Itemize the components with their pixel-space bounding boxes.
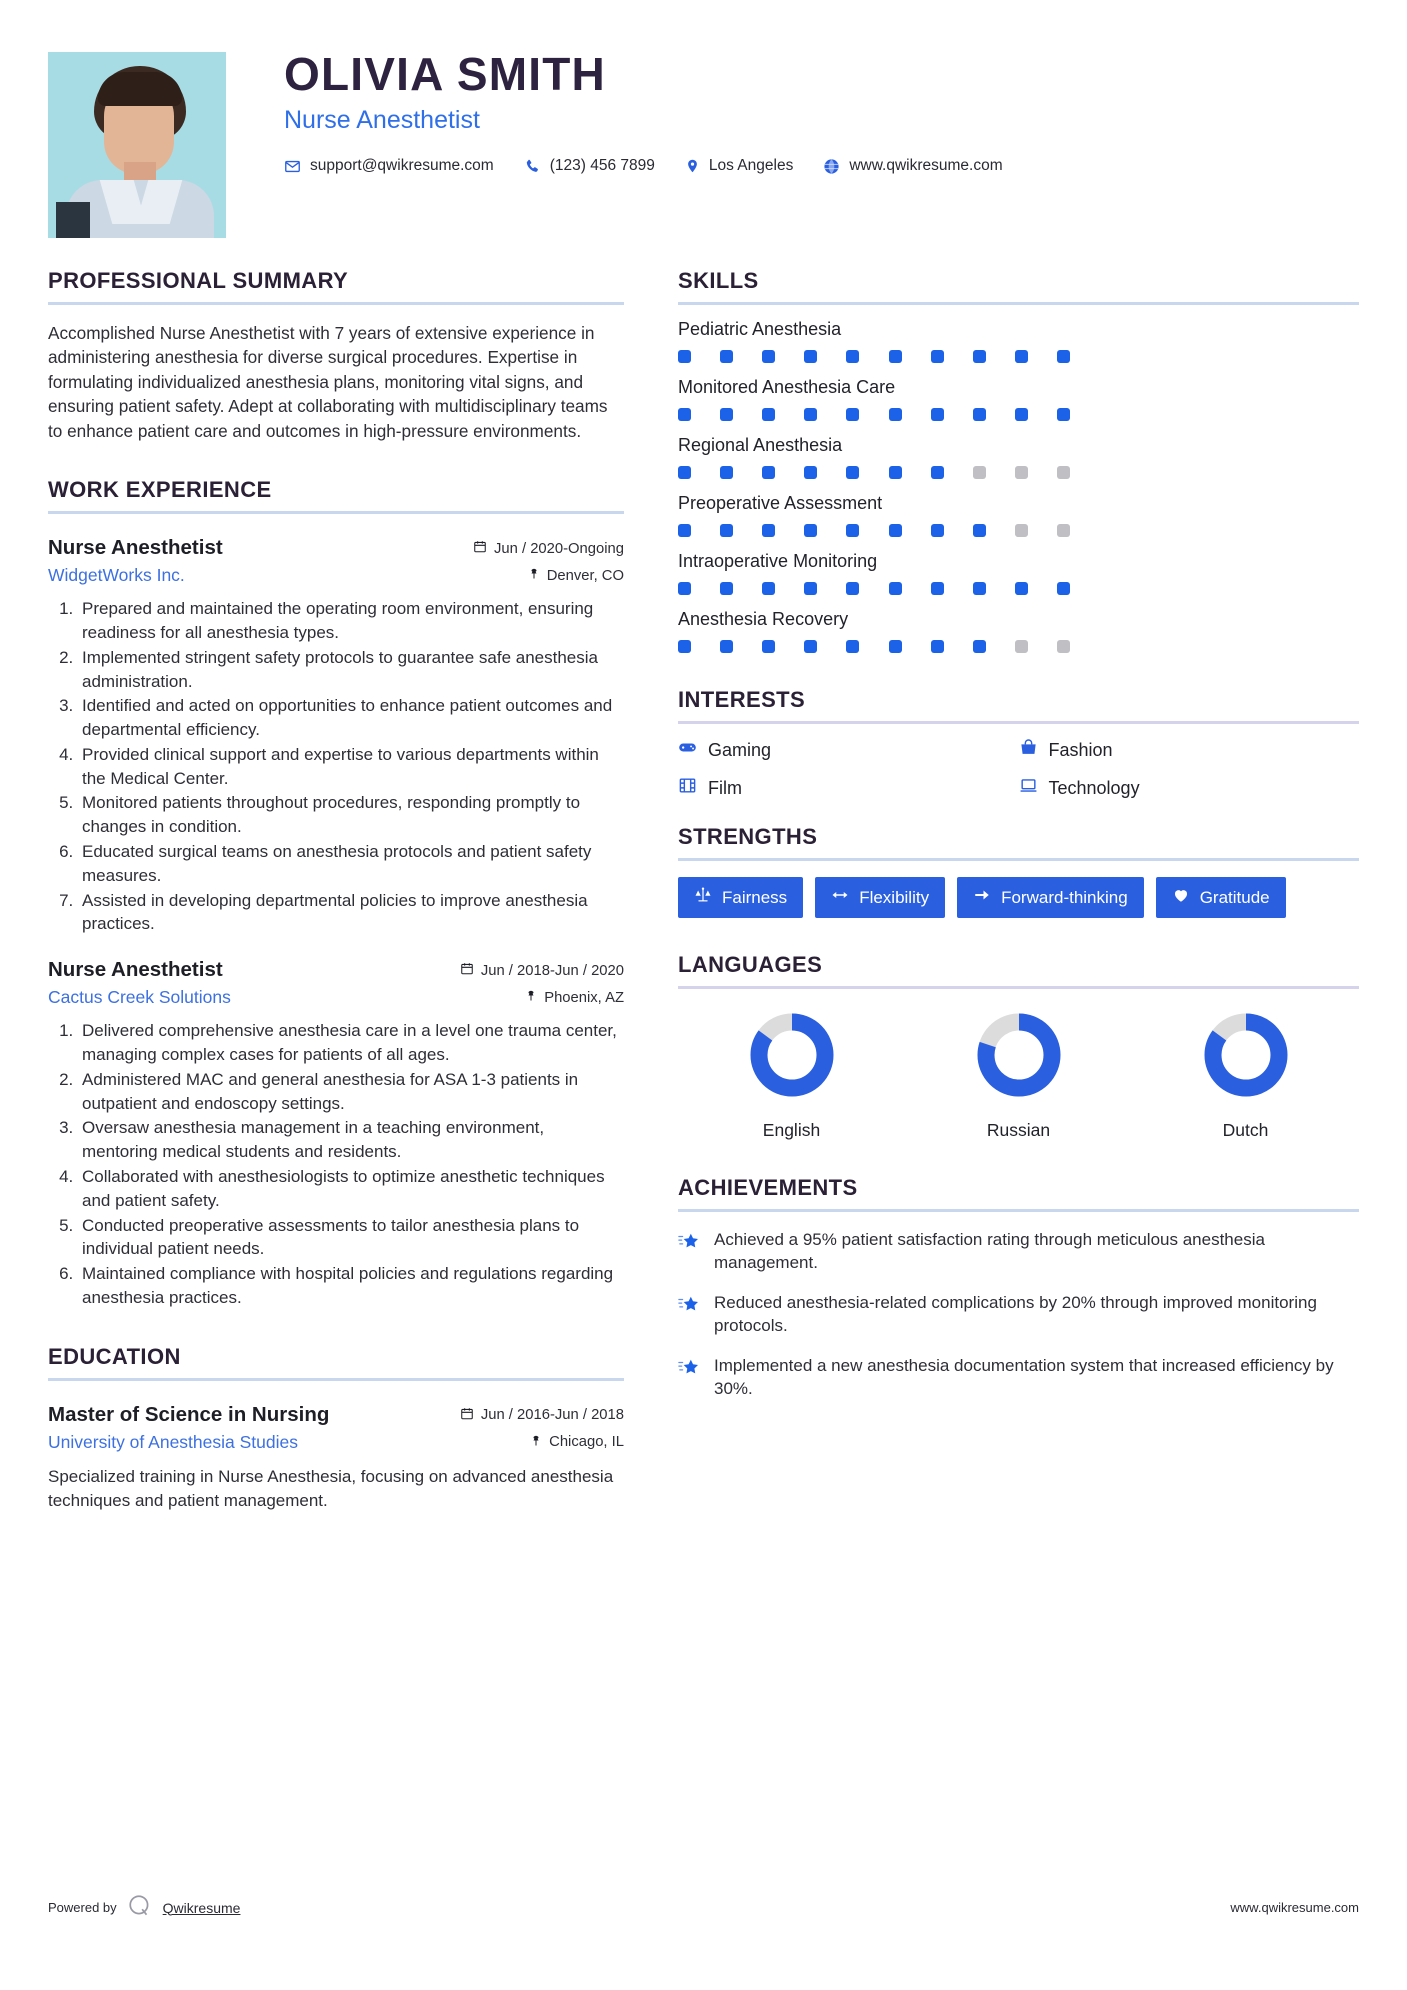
skill-dot	[846, 524, 859, 537]
entry-bullet-item: 3. Identified and acted on opportunities to enhance patient outcomes and departmental efficiency.	[78, 694, 624, 742]
skill-dot	[846, 408, 859, 421]
skill-dot	[889, 466, 902, 479]
entry-header-row	[48, 958, 624, 982]
skill-dot	[931, 640, 944, 653]
skill-dot	[889, 582, 902, 595]
work-entry-list	[48, 536, 624, 1310]
entry-bullet-item: 4. Collaborated with anesthesiologists to optimize anesthetic techniques and patient safety.	[78, 1165, 624, 1213]
entry-title: Nurse Anesthetist	[48, 536, 223, 560]
footer-brand-link[interactable]: Qwikresume	[162, 1899, 241, 1916]
entry-dates	[473, 539, 624, 558]
skill-dot	[804, 524, 817, 537]
skill-dot	[720, 640, 733, 653]
skill-dot	[678, 408, 691, 421]
calendar-icon	[460, 961, 474, 980]
identity-block	[226, 40, 1359, 175]
section-interests	[678, 687, 1359, 814]
skill-dot	[804, 408, 817, 421]
skill-dot	[762, 466, 775, 479]
entry-bullet-item: 1. Delivered comprehensive anesthesia care in a level one trauma center, managing complex cases for patients of all ages.	[78, 1019, 624, 1067]
left-column	[48, 268, 648, 1512]
entry-title: Master of Science in Nursing	[48, 1402, 330, 1426]
skill-dot	[678, 582, 691, 595]
skill-dot	[973, 524, 986, 537]
section-work-experience	[48, 477, 624, 1310]
interest-item	[678, 776, 1019, 800]
interest-item	[1019, 738, 1360, 762]
entry-location-text: Phoenix, AZ	[544, 989, 624, 1006]
achievement-text: Achieved a 95% patient satisfaction rating through meticulous anesthesia management.	[714, 1230, 1265, 1273]
contact-website[interactable]	[823, 157, 1002, 175]
qwikresume-logo-icon	[127, 1893, 153, 1922]
skill-item	[678, 551, 1359, 595]
achievement-text: Implemented a new anesthesia documentation system that increased efficiency by 30%.	[714, 1355, 1334, 1399]
skill-dot	[762, 582, 775, 595]
skill-item	[678, 435, 1359, 479]
entry-organization[interactable]: WidgetWorks Inc.	[48, 565, 185, 586]
strength-label: Flexibility	[859, 887, 930, 907]
skill-dot	[846, 466, 859, 479]
skill-dot	[846, 640, 859, 653]
skill-item	[678, 377, 1359, 421]
strength-label: Fairness	[722, 887, 788, 907]
achievement-item	[678, 1228, 1359, 1275]
envelope-icon	[284, 158, 301, 175]
skill-rating	[678, 408, 1070, 421]
language-label: Dutch	[1222, 1120, 1269, 1140]
page-footer	[48, 1893, 1359, 1922]
skill-dot	[1057, 524, 1070, 537]
section-divider	[678, 1209, 1359, 1212]
skill-dot	[846, 350, 859, 363]
section-divider	[48, 511, 624, 514]
skill-dot	[1057, 640, 1070, 653]
language-label: English	[762, 1120, 821, 1140]
skill-dot	[931, 350, 944, 363]
skill-list	[678, 319, 1359, 653]
section-languages	[678, 952, 1359, 1141]
contact-location[interactable]	[685, 157, 793, 175]
entry-organization[interactable]: Cactus Creek Solutions	[48, 987, 231, 1008]
skill-dot	[762, 640, 775, 653]
resume-header	[48, 40, 1359, 238]
skill-dot	[804, 350, 817, 363]
map-pin-icon	[528, 566, 540, 585]
section-divider	[678, 986, 1359, 989]
skill-dot	[1015, 408, 1028, 421]
entry-title: Nurse Anesthetist	[48, 958, 223, 982]
skill-dot	[1015, 350, 1028, 363]
skill-dot	[720, 466, 733, 479]
skill-dot	[973, 466, 986, 479]
language-item	[905, 1009, 1132, 1141]
skill-dot	[1015, 582, 1028, 595]
education-entry-list	[48, 1403, 624, 1513]
interest-item	[678, 738, 1019, 762]
right-column	[648, 268, 1359, 1512]
skill-dot	[762, 408, 775, 421]
section-heading-interests: INTERESTS	[678, 687, 806, 712]
skill-rating	[678, 582, 1070, 595]
strength-label: Gratitude	[1199, 887, 1270, 907]
section-professional-summary	[48, 268, 624, 443]
entry-header-row	[48, 536, 624, 560]
skill-name: Pediatric Anesthesia	[678, 319, 842, 339]
scales-icon	[694, 886, 712, 909]
entry-bullet-item: 6. Educated surgical teams on anesthesia protocols and patient safety measures.	[78, 840, 624, 888]
interest-label: Film	[708, 777, 742, 798]
entry-bullet-item: 1. Prepared and maintained the operating room environment, ensuring readiness for all anesthesia types.	[78, 597, 624, 645]
skill-dot	[1057, 582, 1070, 595]
experience-entry	[48, 1403, 624, 1513]
entry-location	[530, 1433, 624, 1452]
skill-dot	[1015, 524, 1028, 537]
contact-email[interactable]	[284, 157, 494, 175]
avatar-hair-front	[98, 72, 182, 106]
skill-dot	[889, 350, 902, 363]
strength-badge	[957, 877, 1144, 918]
skill-name: Anesthesia Recovery	[678, 609, 849, 629]
skill-dot	[846, 582, 859, 595]
skill-dot	[720, 524, 733, 537]
star-badge-icon	[678, 1354, 700, 1384]
contact-email-value: support@qwikresume.com	[310, 157, 494, 175]
entry-subheader-row	[48, 1432, 624, 1453]
skill-dot	[720, 408, 733, 421]
arrow-right-icon	[973, 886, 991, 909]
skill-dot	[678, 350, 691, 363]
entry-location	[528, 566, 624, 585]
section-achievements	[678, 1175, 1359, 1401]
interest-list	[678, 738, 1359, 814]
entry-description: Specialized training in Nurse Anesthesia, focusing on advanced anesthesia techniques and patient management.	[48, 1466, 614, 1510]
entry-dates-text: Jun / 2020-Ongoing	[494, 540, 624, 557]
film-strip-icon	[678, 776, 697, 800]
summary-text: Accomplished Nurse Anesthetist with 7 years of extensive experience in administering anesthesia for diverse surgical procedures. Expertise in formulating individualized anesthesia plans, monitoring vital signs, and ensuring patient safety. Adept at collaborating with multidisciplinary teams to enhance patient care and outcomes in high-pressure environments.	[48, 323, 608, 441]
experience-entry	[48, 536, 624, 936]
skill-dot	[889, 408, 902, 421]
section-heading-summary: PROFESSIONAL SUMMARY	[48, 268, 349, 293]
section-divider	[678, 302, 1359, 305]
avatar	[48, 52, 226, 238]
handbag-icon	[1019, 738, 1038, 762]
entry-subheader-row	[48, 987, 624, 1008]
achievement-item	[678, 1354, 1359, 1401]
skill-dot	[931, 408, 944, 421]
contact-website-value: www.qwikresume.com	[849, 157, 1003, 175]
gamepad-icon	[678, 738, 697, 762]
content-columns	[48, 268, 1359, 1512]
skill-dot	[1015, 466, 1028, 479]
language-label: Russian	[986, 1120, 1051, 1140]
left-right-arrow-icon	[831, 886, 849, 909]
star-badge-icon	[678, 1228, 700, 1258]
skill-rating	[678, 640, 1070, 653]
entry-location-text: Chicago, IL	[549, 1434, 624, 1451]
achievement-list	[678, 1228, 1359, 1401]
entry-organization[interactable]: University of Anesthesia Studies	[48, 1431, 298, 1452]
entry-bullet-item: 2. Administered MAC and general anesthesia for ASA 1-3 patients in outpatient and endoscopy settings.	[78, 1068, 624, 1116]
heart-icon	[1172, 886, 1190, 909]
skill-rating	[678, 466, 1070, 479]
strength-label: Forward-thinking	[1001, 887, 1128, 907]
skill-dot	[804, 640, 817, 653]
section-heading-strengths: STRENGTHS	[678, 824, 818, 849]
skill-dot	[678, 466, 691, 479]
footer-powered-label: Powered by	[48, 1900, 117, 1915]
skill-rating	[678, 350, 1070, 363]
laptop-icon	[1019, 776, 1038, 800]
skill-dot	[973, 350, 986, 363]
skill-dot	[804, 582, 817, 595]
achievement-text: Reduced anesthesia-related complications by 20% through improved monitoring protocols.	[714, 1292, 1317, 1336]
strength-badge	[1156, 877, 1286, 918]
skill-dot	[678, 524, 691, 537]
calendar-icon	[460, 1406, 474, 1425]
skill-dot	[889, 524, 902, 537]
language-donut-chart	[973, 1009, 1065, 1106]
section-divider	[48, 302, 624, 305]
profile-photo-wrap	[48, 40, 226, 238]
page-title: OLIVIA SMITH	[284, 48, 606, 100]
skill-dot	[762, 350, 775, 363]
language-list	[678, 1009, 1359, 1141]
interest-label: Technology	[1048, 777, 1140, 798]
experience-entry	[48, 958, 624, 1310]
skill-dot	[1057, 408, 1070, 421]
entry-location	[525, 988, 624, 1007]
star-badge-icon	[678, 1291, 700, 1321]
section-skills	[678, 268, 1359, 653]
section-heading-education: EDUCATION	[48, 1343, 181, 1369]
entry-bullet-item: 2. Implemented stringent safety protocols to guarantee safe anesthesia administration.	[78, 646, 624, 694]
map-pin-icon	[530, 1433, 542, 1452]
skill-dot	[931, 582, 944, 595]
contact-phone[interactable]	[524, 157, 655, 175]
entry-dates-text: Jun / 2018-Jun / 2020	[480, 962, 624, 979]
section-heading-languages: LANGUAGES	[678, 952, 823, 977]
skill-item	[678, 319, 1359, 363]
achievement-item	[678, 1291, 1359, 1338]
skill-dot	[762, 524, 775, 537]
skill-name: Monitored Anesthesia Care	[678, 377, 896, 397]
footer-website[interactable]: www.qwikresume.com	[1230, 1900, 1359, 1915]
location-pin-icon	[685, 157, 700, 175]
language-donut-chart	[746, 1009, 838, 1106]
entry-bullet-item: 3. Oversaw anesthesia management in a teaching environment, mentoring medical students and residents.	[78, 1116, 624, 1164]
entry-subheader-row	[48, 565, 624, 586]
strength-badge	[815, 877, 945, 918]
skill-dot	[889, 640, 902, 653]
contact-list	[284, 157, 1359, 175]
entry-dates	[460, 961, 624, 980]
skill-dot	[720, 350, 733, 363]
language-item	[678, 1009, 905, 1141]
entry-dates	[460, 1406, 624, 1425]
section-divider	[678, 721, 1359, 724]
language-item	[1132, 1009, 1359, 1141]
section-heading-work: WORK EXPERIENCE	[48, 477, 272, 503]
skill-dot	[931, 524, 944, 537]
calendar-icon	[473, 539, 487, 558]
skill-name: Preoperative Assessment	[678, 493, 883, 513]
entry-location-text: Denver, CO	[546, 567, 624, 584]
skill-name: Regional Anesthesia	[678, 435, 843, 455]
skill-dot	[804, 466, 817, 479]
section-divider	[678, 858, 1359, 861]
skill-item	[678, 493, 1359, 537]
section-heading-skills: SKILLS	[678, 268, 759, 293]
phone-icon	[524, 158, 541, 175]
skill-item	[678, 609, 1359, 653]
entry-bullet-list	[48, 1019, 624, 1310]
section-heading-achievements: ACHIEVEMENTS	[678, 1175, 858, 1200]
job-role-subtitle: Nurse Anesthetist	[284, 106, 480, 135]
footer-powered-by	[48, 1893, 240, 1922]
skill-dot	[973, 582, 986, 595]
entry-bullet-item: 4. Provided clinical support and expertise to various departments within the Medical Center.	[78, 743, 624, 791]
skill-rating	[678, 524, 1070, 537]
section-strengths	[678, 824, 1359, 918]
strength-badge	[678, 877, 803, 918]
section-education	[48, 1344, 624, 1513]
entry-bullet-list	[48, 597, 624, 936]
interest-label: Gaming	[708, 739, 772, 760]
strength-list	[678, 877, 1359, 918]
map-pin-icon	[525, 988, 537, 1007]
section-divider	[48, 1378, 624, 1381]
interest-item	[1019, 776, 1360, 800]
skill-name: Intraoperative Monitoring	[678, 551, 878, 571]
avatar-shadow	[56, 202, 90, 238]
skill-dot	[1015, 640, 1028, 653]
entry-dates-text: Jun / 2016-Jun / 2018	[480, 1407, 624, 1424]
skill-dot	[931, 466, 944, 479]
entry-header-row	[48, 1403, 624, 1427]
language-donut-chart	[1200, 1009, 1292, 1106]
entry-bullet-item: 5. Monitored patients throughout procedures, responding promptly to changes in condition.	[78, 791, 624, 839]
skill-dot	[1057, 350, 1070, 363]
skill-dot	[1057, 466, 1070, 479]
globe-icon	[823, 158, 840, 175]
entry-bullet-item: 5. Conducted preoperative assessments to tailor anesthesia plans to individual patient needs.	[78, 1214, 624, 1262]
contact-location-value: Los Angeles	[708, 157, 794, 175]
contact-phone-value: (123) 456 7899	[549, 157, 655, 175]
skill-dot	[720, 582, 733, 595]
skill-dot	[973, 640, 986, 653]
skill-dot	[973, 408, 986, 421]
skill-dot	[678, 640, 691, 653]
entry-bullet-item: 6. Maintained compliance with hospital policies and regulations regarding anesthesia practices.	[78, 1262, 624, 1310]
interest-label: Fashion	[1048, 739, 1113, 760]
entry-bullet-item: 7. Assisted in developing departmental policies to improve anesthesia practices.	[78, 889, 624, 937]
